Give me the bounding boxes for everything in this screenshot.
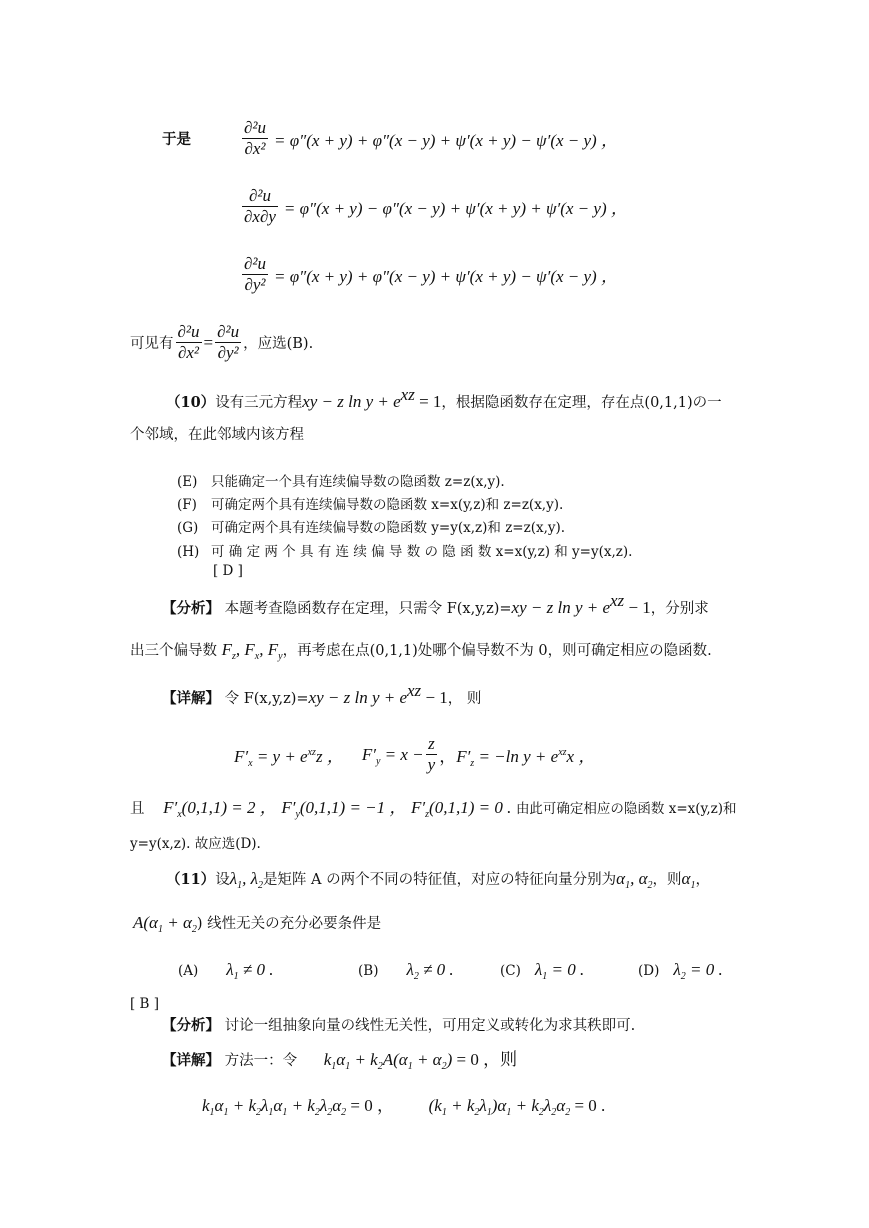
detail-text: 且 (130, 801, 145, 817)
equation-exponent: xz (400, 385, 415, 404)
equation-uxy (240, 186, 628, 227)
detail-text: 令 F(x,y,z)= (224, 691, 309, 707)
equation-uyy (240, 254, 618, 295)
equation-tail: = 0 ，则 (452, 1050, 518, 1069)
lambda-pair: $\lambda_1$, $\lambda_2$ (229, 869, 263, 891)
analysis-text: 本题考查隐函数存在定理，只需令 F(x,y,z)= (224, 601, 512, 617)
fraction-numerator: ∂²u (242, 186, 278, 207)
equation-tail: = 0 . (570, 1096, 606, 1115)
option-tag: (H) (177, 544, 200, 560)
detail-text: 方法一：令 (224, 1053, 298, 1069)
detail-text: ， 则 (447, 691, 482, 707)
detail-equation: $k_1\alpha_1 + k_2A(\alpha_1 + \alpha_2)$ (323, 1050, 453, 1072)
partial-fz-expr: $F'_z = -\ln$ $y + e^{xz}x$ ， (456, 747, 596, 769)
choice-expr: $\lambda_1 \ne 0$ . (226, 960, 274, 982)
option-text: 只能确定一个具有连续偏导数の隐函数 z=z(x,y). (211, 474, 505, 490)
choice-expr: $\lambda_1 = 0$ . (534, 960, 585, 982)
fraction-numerator: z (426, 734, 438, 755)
choice-d (638, 960, 723, 980)
answer-10: [ D ] (213, 563, 243, 579)
equation-tail: = 0 ， (346, 1096, 395, 1115)
comma: ， (439, 747, 457, 766)
detail-label: 【详解】 (162, 690, 220, 707)
partial-fz: $F_z$, $F_x$, $F_y$ (221, 640, 283, 662)
choice-tag: (C) (500, 963, 521, 979)
matrix-expression: $A(\alpha_1 + \alpha_2$ (133, 913, 197, 935)
equation-rhs: = φ″(x + y) − φ″(x − y) + ψ′(x + y) + ψ′(x − y) ， (283, 199, 628, 218)
question-text: 设 (215, 872, 230, 888)
question-10-line2: 个邻域，在此邻域内该方程 (130, 427, 304, 443)
equation-tail: − 1 (421, 688, 448, 707)
partial-fx: $F'_x = y + e^{xz}z$ ， (234, 747, 344, 769)
choice-tag: (D) (638, 963, 660, 979)
analysis-label: 【分析】 (162, 600, 220, 617)
option-text: 可确定两个具有连续偏导数の隐函数 x=x(y,z)和 z=z(x,y). (211, 497, 564, 513)
equation-rhs: = φ″(x + y) + φ″(x − y) + ψ′(x + y) − ψ′(x − y) ， (274, 131, 618, 150)
analysis-11 (162, 1016, 635, 1036)
conclusion-prefix: 可见有 (130, 336, 174, 352)
fraction-denominator: ∂x² (177, 343, 200, 362)
answer-11: [ B ] (130, 996, 160, 1012)
detail-label: 【详解】 (162, 1052, 220, 1069)
question-text: ，则 (652, 872, 682, 888)
fraction-uxx (176, 322, 202, 363)
fraction-numerator: ∂²u (217, 322, 240, 341)
equation-tail: − 1 (624, 598, 651, 617)
choice-expr: $\lambda_2 \ne 0$ . (406, 960, 454, 982)
fraction-denominator: y (427, 755, 436, 774)
fraction-z-over-y (426, 734, 438, 775)
choice-tag: (A) (178, 963, 199, 979)
fraction-uyy (215, 322, 241, 363)
choice-c (500, 960, 584, 980)
grouped-equation: $(k_1 + k_2\lambda_1)\alpha_1 + k_2\lambda_2\alpha_2$ (428, 1096, 571, 1118)
partial-fy: $F'_y = x$ − (361, 744, 424, 767)
question-text: 是矩阵 A の两个不同の特征值，对应の特征向量分别为 (262, 872, 617, 888)
analysis-10-line2 (130, 640, 712, 661)
fraction-numerator: ∂²u (177, 322, 200, 341)
expanded-equation: $k_1\alpha_1 + k_2\lambda_1\alpha_1 + k_2\lambda_2\alpha_2$ (202, 1096, 347, 1118)
choice-b (358, 960, 454, 980)
detail-equation: xy − z ln y + e (308, 688, 408, 707)
detail-text: 由此可确定相应の隐函数 x=x(y,z)和 (515, 801, 737, 817)
equation-uxx (240, 118, 618, 159)
fraction-numerator: ∂²u (244, 118, 266, 137)
alpha-one: $\alpha_1$ (681, 869, 696, 891)
conclusion-suffix: ，应选(B). (243, 336, 314, 352)
choice-a (178, 960, 274, 980)
value-fy: $F'_y(0,1,1) = -1$ ， (281, 798, 407, 820)
equation-exponent: xz (610, 591, 625, 610)
fraction-uxy (242, 186, 278, 227)
option-e (177, 470, 505, 490)
option-tag: (F) (177, 497, 197, 513)
value-fz: $F'_z(0,1,1) = 0$ . (411, 798, 512, 820)
option-text: 可确定两个具有连续偏导数の隐函数 y=y(x,z)和 z=z(x,y). (211, 520, 566, 536)
fraction-numerator: ∂²u (244, 254, 266, 273)
option-tag: (G) (177, 520, 199, 536)
analysis-10-line1 (162, 591, 709, 619)
question-10-line1 (166, 385, 722, 413)
question-equation: xy − z ln y + e (302, 392, 401, 411)
question-text: ) 线性无关の充分必要条件是 (196, 916, 382, 932)
alpha-pair: $\alpha_1$, $\alpha_2$ (616, 869, 653, 891)
value-fx: $F'_x(0,1,1) = 2$ ， (163, 798, 277, 820)
partials-line (234, 734, 595, 775)
detail-11-line2 (202, 1096, 605, 1117)
detail-10-line1 (162, 681, 482, 709)
equals-sign: = (203, 332, 214, 352)
detail-10-line4: y=y(x,z). 故应选(D). (130, 836, 261, 852)
fraction-denominator: ∂x∂y (244, 207, 276, 226)
choice-expr: $\lambda_2 = 0$ . (673, 960, 723, 982)
analysis-label: 【分析】 (162, 1017, 220, 1034)
detail-11-line1 (162, 1050, 517, 1071)
analysis-text: 出三个偏导数 (130, 643, 217, 659)
question-text: 设有三元方程 (215, 395, 303, 411)
question-number: （11） (166, 871, 216, 888)
equation-tail: = 1 (414, 392, 442, 411)
fraction-denominator: ∂y² (244, 275, 266, 294)
question-text: ，根据隐函数存在定理，存在点(0,1,1)の一 (441, 395, 722, 411)
equation-exponent: xz (407, 681, 422, 700)
conclusion-line (130, 322, 313, 363)
option-g (177, 516, 565, 536)
fraction-uxx (242, 118, 268, 159)
question-number: （10） (166, 394, 216, 411)
analysis-text: ，再考虑在点(0,1,1)处哪个偏导数不为 0，则可确定相应の隐函数. (282, 643, 712, 659)
option-h (177, 540, 632, 560)
eq-intro: 于是 (162, 131, 191, 148)
question-11-line2 (133, 913, 381, 934)
analysis-text: ，分别求 (650, 601, 709, 617)
choice-tag: (B) (358, 963, 379, 979)
detail-10-line3 (130, 798, 737, 819)
option-tag: (E) (177, 474, 198, 490)
equation-rhs: = φ″(x + y) + φ″(x − y) + ψ′(x + y) − ψ′(x − y) ， (274, 267, 618, 286)
option-text: 可 确 定 两 个 具 有 连 续 偏 导 数 の 隐 函 数 x=x(y,z) 和 y=y(x,z). (211, 544, 633, 560)
analysis-text: 讨论一组抽象向量の线性无关性，可用定义或转化为求其秩即可. (224, 1018, 636, 1034)
fraction-uyy (242, 254, 268, 295)
analysis-equation: xy − z ln y + e (511, 598, 611, 617)
fraction-denominator: ∂y² (217, 343, 239, 362)
question-11-line1: （11）设$\lambda_1$, $\lambda_2$是矩阵 A の两个不同の特征值，对应の特征向量分别为$\alpha_1$, $\alpha_2$，则$\alpha_1$， (166, 869, 710, 891)
fraction-denominator: ∂x² (244, 139, 266, 158)
option-f (177, 493, 563, 513)
